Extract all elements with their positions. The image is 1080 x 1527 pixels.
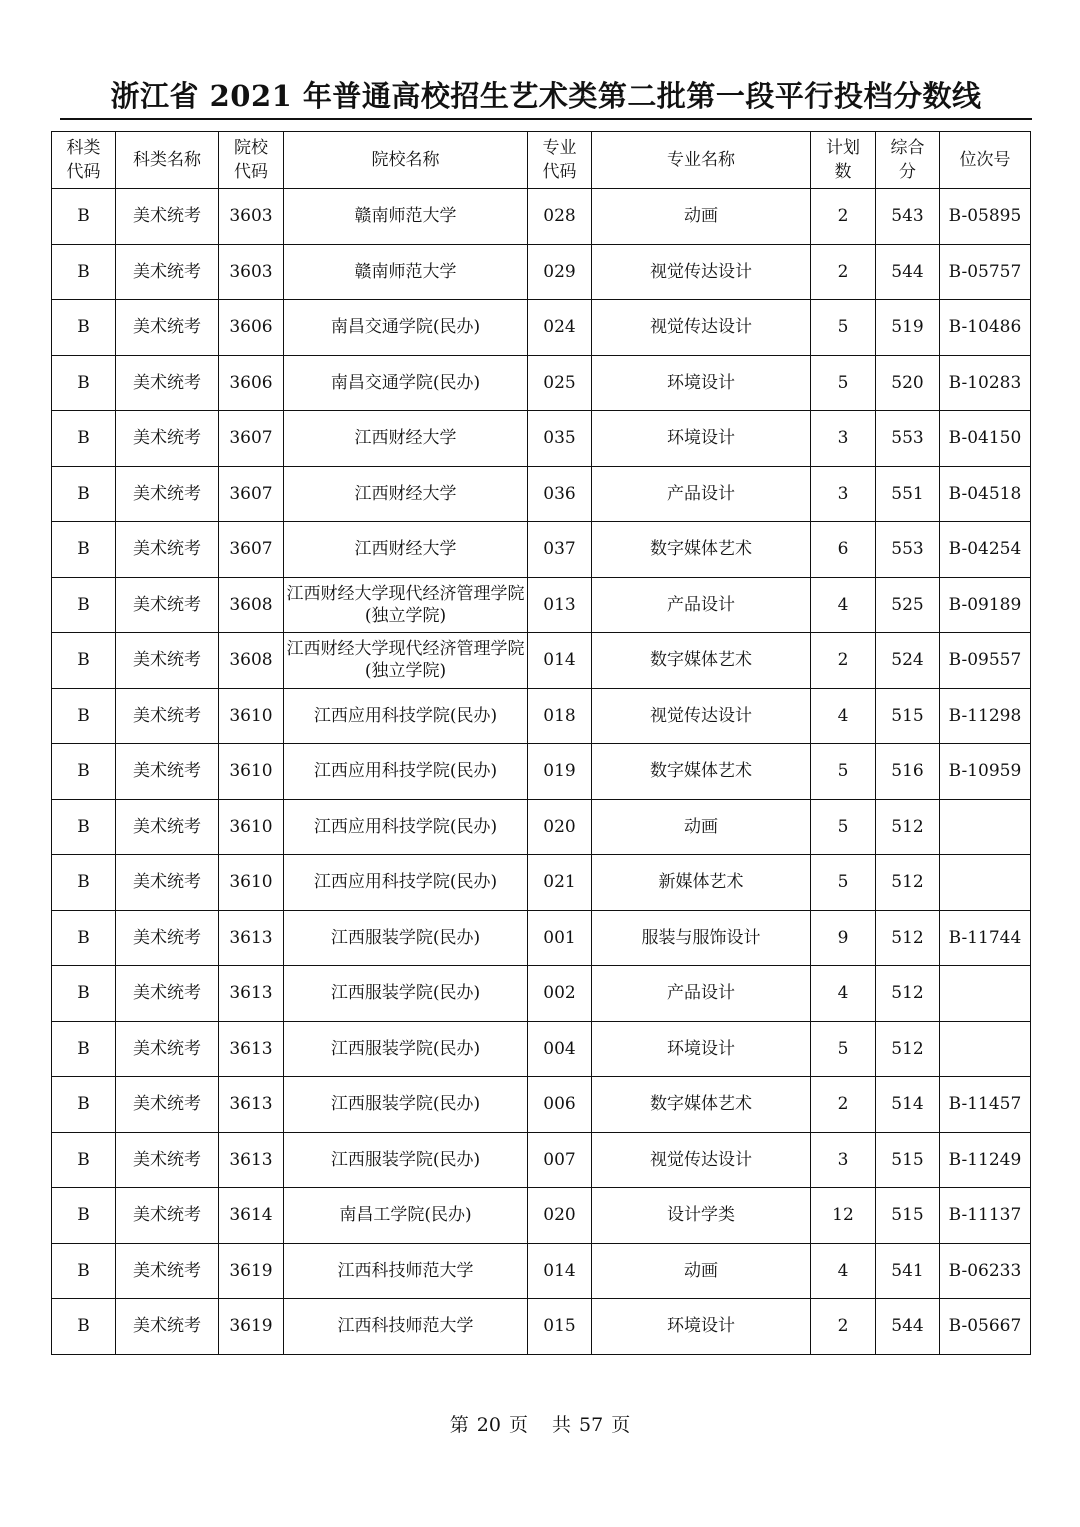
school-code-cell: 3606 bbox=[219, 300, 284, 356]
table-row bbox=[52, 1188, 1031, 1244]
major-code-cell: 013 bbox=[528, 577, 592, 633]
category-name-cell: 美术统考 bbox=[116, 522, 219, 578]
category-name-cell: 美术统考 bbox=[116, 1021, 219, 1077]
school-name-cell: 江西财经大学现代经济管理学院(独立学院) bbox=[284, 633, 528, 689]
school-code-cell: 3619 bbox=[219, 1243, 284, 1299]
table-row bbox=[52, 411, 1031, 467]
header-label: 位次号 bbox=[959, 150, 1011, 170]
category-name-cell: 美术统考 bbox=[116, 688, 219, 744]
major-name-cell: 数字媒体艺术 bbox=[592, 633, 811, 689]
school-code-cell: 3613 bbox=[219, 1021, 284, 1077]
rank-cell: B-11137 bbox=[940, 1188, 1031, 1244]
header-label: 专业 代码 bbox=[542, 138, 577, 182]
category-name-cell: 美术统考 bbox=[116, 300, 219, 356]
category-name-cell: 美术统考 bbox=[116, 355, 219, 411]
school-code-cell: 3606 bbox=[219, 355, 284, 411]
major-name-cell: 环境设计 bbox=[592, 411, 811, 467]
school-code-cell: 3613 bbox=[219, 910, 284, 966]
school-name-cell: 江西财经大学 bbox=[284, 522, 528, 578]
table-row bbox=[52, 300, 1031, 356]
score-cell: 512 bbox=[876, 1021, 940, 1077]
page-title: 浙江省 2021 年普通高校招生艺术类第二批第一段平行投档分数线 bbox=[60, 74, 1032, 120]
category-name-cell: 美术统考 bbox=[116, 189, 219, 245]
plan-count-cell: 12 bbox=[811, 1188, 876, 1244]
school-code-cell: 3619 bbox=[219, 1299, 284, 1355]
plan-count-cell: 4 bbox=[811, 577, 876, 633]
category-name-cell: 美术统考 bbox=[116, 1077, 219, 1133]
table-row bbox=[52, 1243, 1031, 1299]
score-cell: 553 bbox=[876, 411, 940, 467]
score-cell: 525 bbox=[876, 577, 940, 633]
school-code-cell: 3607 bbox=[219, 466, 284, 522]
major-name-cell: 视觉传达设计 bbox=[592, 688, 811, 744]
category-name-cell: 美术统考 bbox=[116, 910, 219, 966]
table-row bbox=[52, 244, 1031, 300]
header-label: 科类名称 bbox=[133, 150, 201, 170]
category-code-cell: B bbox=[52, 910, 116, 966]
major-name-cell: 设计学类 bbox=[592, 1188, 811, 1244]
plan-count-cell: 5 bbox=[811, 799, 876, 855]
page-total: 共 57 页 bbox=[552, 1414, 631, 1436]
score-cell: 512 bbox=[876, 966, 940, 1022]
major-code-cell: 028 bbox=[528, 189, 592, 245]
category-code-cell: B bbox=[52, 1243, 116, 1299]
score-cell: 514 bbox=[876, 1077, 940, 1133]
header-school-name bbox=[284, 132, 528, 189]
major-code-cell: 037 bbox=[528, 522, 592, 578]
major-code-cell: 015 bbox=[528, 1299, 592, 1355]
school-name-cell: 南昌交通学院(民办) bbox=[284, 300, 528, 356]
school-code-cell: 3608 bbox=[219, 633, 284, 689]
table-row bbox=[52, 966, 1031, 1022]
school-code-cell: 3614 bbox=[219, 1188, 284, 1244]
rank-cell: B-06233 bbox=[940, 1243, 1031, 1299]
category-name-cell: 美术统考 bbox=[116, 855, 219, 911]
score-cell: 544 bbox=[876, 1299, 940, 1355]
major-name-cell: 产品设计 bbox=[592, 577, 811, 633]
score-cell: 551 bbox=[876, 466, 940, 522]
header-plan-count bbox=[811, 132, 876, 189]
major-code-cell: 025 bbox=[528, 355, 592, 411]
school-code-cell: 3607 bbox=[219, 522, 284, 578]
school-code-cell: 3610 bbox=[219, 744, 284, 800]
category-code-cell: B bbox=[52, 1299, 116, 1355]
table-row bbox=[52, 355, 1031, 411]
major-name-cell: 产品设计 bbox=[592, 466, 811, 522]
major-code-cell: 019 bbox=[528, 744, 592, 800]
category-code-cell: B bbox=[52, 1077, 116, 1133]
rank-cell: B-05757 bbox=[940, 244, 1031, 300]
category-name-cell: 美术统考 bbox=[116, 466, 219, 522]
major-code-cell: 006 bbox=[528, 1077, 592, 1133]
category-code-cell: B bbox=[52, 355, 116, 411]
school-name-cell: 江西服装学院(民办) bbox=[284, 966, 528, 1022]
table-row bbox=[52, 1021, 1031, 1077]
major-code-cell: 002 bbox=[528, 966, 592, 1022]
rank-cell: B-11457 bbox=[940, 1077, 1031, 1133]
category-code-cell: B bbox=[52, 244, 116, 300]
school-name-cell: 江西应用科技学院(民办) bbox=[284, 688, 528, 744]
rank-cell: B-04150 bbox=[940, 411, 1031, 467]
plan-count-cell: 5 bbox=[811, 855, 876, 911]
score-cell: 515 bbox=[876, 1132, 940, 1188]
plan-count-cell: 3 bbox=[811, 466, 876, 522]
major-code-cell: 021 bbox=[528, 855, 592, 911]
rank-cell: B-09557 bbox=[940, 633, 1031, 689]
plan-count-cell: 2 bbox=[811, 633, 876, 689]
table-row bbox=[52, 799, 1031, 855]
table-row bbox=[52, 522, 1031, 578]
plan-count-cell: 4 bbox=[811, 1243, 876, 1299]
score-cell: 544 bbox=[876, 244, 940, 300]
major-name-cell: 新媒体艺术 bbox=[592, 855, 811, 911]
category-code-cell: B bbox=[52, 300, 116, 356]
plan-count-cell: 5 bbox=[811, 300, 876, 356]
score-cell: 524 bbox=[876, 633, 940, 689]
school-name-cell: 江西服装学院(民办) bbox=[284, 1132, 528, 1188]
school-code-cell: 3610 bbox=[219, 855, 284, 911]
major-name-cell: 数字媒体艺术 bbox=[592, 522, 811, 578]
table-body bbox=[52, 189, 1031, 1355]
score-cell: 541 bbox=[876, 1243, 940, 1299]
admission-score-table bbox=[51, 131, 1031, 1355]
major-name-cell: 动画 bbox=[592, 799, 811, 855]
score-cell: 520 bbox=[876, 355, 940, 411]
major-code-cell: 018 bbox=[528, 688, 592, 744]
plan-count-cell: 2 bbox=[811, 1299, 876, 1355]
category-code-cell: B bbox=[52, 688, 116, 744]
school-code-cell: 3610 bbox=[219, 688, 284, 744]
plan-count-cell: 4 bbox=[811, 966, 876, 1022]
table-row bbox=[52, 1132, 1031, 1188]
major-name-cell: 视觉传达设计 bbox=[592, 300, 811, 356]
page-number: 第 20 页 bbox=[449, 1414, 528, 1436]
category-code-cell: B bbox=[52, 1021, 116, 1077]
category-name-cell: 美术统考 bbox=[116, 633, 219, 689]
rank-cell bbox=[940, 799, 1031, 855]
rank-cell bbox=[940, 855, 1031, 911]
major-code-cell: 004 bbox=[528, 1021, 592, 1077]
major-name-cell: 数字媒体艺术 bbox=[592, 744, 811, 800]
header-label: 院校名称 bbox=[371, 150, 440, 170]
school-name-cell: 江西应用科技学院(民办) bbox=[284, 799, 528, 855]
school-name-cell: 江西财经大学现代经济管理学院(独立学院) bbox=[284, 577, 528, 633]
score-cell: 515 bbox=[876, 688, 940, 744]
major-name-cell: 视觉传达设计 bbox=[592, 244, 811, 300]
school-name-cell: 江西财经大学 bbox=[284, 466, 528, 522]
category-name-cell: 美术统考 bbox=[116, 244, 219, 300]
plan-count-cell: 3 bbox=[811, 411, 876, 467]
header-label: 院校 代码 bbox=[234, 138, 268, 182]
school-code-cell: 3607 bbox=[219, 411, 284, 467]
category-name-cell: 美术统考 bbox=[116, 1132, 219, 1188]
plan-count-cell: 2 bbox=[811, 189, 876, 245]
major-code-cell: 014 bbox=[528, 633, 592, 689]
category-code-cell: B bbox=[52, 411, 116, 467]
school-code-cell: 3613 bbox=[219, 1077, 284, 1133]
major-name-cell: 动画 bbox=[592, 1243, 811, 1299]
school-code-cell: 3608 bbox=[219, 577, 284, 633]
table-row bbox=[52, 1299, 1031, 1355]
score-cell: 512 bbox=[876, 910, 940, 966]
category-code-cell: B bbox=[52, 466, 116, 522]
school-code-cell: 3613 bbox=[219, 1132, 284, 1188]
table-row bbox=[52, 744, 1031, 800]
school-name-cell: 江西应用科技学院(民办) bbox=[284, 855, 528, 911]
major-name-cell: 服装与服饰设计 bbox=[592, 910, 811, 966]
school-code-cell: 3603 bbox=[219, 244, 284, 300]
school-name-cell: 赣南师范大学 bbox=[284, 189, 528, 245]
category-code-cell: B bbox=[52, 577, 116, 633]
header-score bbox=[876, 132, 940, 189]
score-cell: 553 bbox=[876, 522, 940, 578]
major-name-cell: 数字媒体艺术 bbox=[592, 1077, 811, 1133]
major-code-cell: 036 bbox=[528, 466, 592, 522]
major-code-cell: 014 bbox=[528, 1243, 592, 1299]
category-code-cell: B bbox=[52, 522, 116, 578]
page-footer bbox=[0, 1410, 1080, 1437]
rank-cell: B-09189 bbox=[940, 577, 1031, 633]
plan-count-cell: 3 bbox=[811, 1132, 876, 1188]
major-name-cell: 视觉传达设计 bbox=[592, 1132, 811, 1188]
table-row bbox=[52, 466, 1031, 522]
table-row bbox=[52, 1077, 1031, 1133]
major-code-cell: 035 bbox=[528, 411, 592, 467]
school-name-cell: 江西科技师范大学 bbox=[284, 1299, 528, 1355]
major-code-cell: 020 bbox=[528, 1188, 592, 1244]
major-name-cell: 环境设计 bbox=[592, 1299, 811, 1355]
header-label: 科类 代码 bbox=[66, 138, 101, 182]
plan-count-cell: 5 bbox=[811, 744, 876, 800]
rank-cell: B-05667 bbox=[940, 1299, 1031, 1355]
header-category-code bbox=[52, 132, 116, 189]
school-name-cell: 江西财经大学 bbox=[284, 411, 528, 467]
header-rank bbox=[940, 132, 1031, 189]
school-name-cell: 赣南师范大学 bbox=[284, 244, 528, 300]
school-name-cell: 南昌工学院(民办) bbox=[284, 1188, 528, 1244]
category-name-cell: 美术统考 bbox=[116, 744, 219, 800]
category-name-cell: 美术统考 bbox=[116, 966, 219, 1022]
plan-count-cell: 9 bbox=[811, 910, 876, 966]
school-code-cell: 3603 bbox=[219, 189, 284, 245]
header-school-code bbox=[219, 132, 284, 189]
school-name-cell: 江西应用科技学院(民办) bbox=[284, 744, 528, 800]
header-label: 计划 数 bbox=[826, 138, 860, 182]
category-name-cell: 美术统考 bbox=[116, 1299, 219, 1355]
score-cell: 512 bbox=[876, 855, 940, 911]
rank-cell bbox=[940, 1021, 1031, 1077]
rank-cell: B-11298 bbox=[940, 688, 1031, 744]
rank-cell: B-11744 bbox=[940, 910, 1031, 966]
category-name-cell: 美术统考 bbox=[116, 577, 219, 633]
plan-count-cell: 4 bbox=[811, 688, 876, 744]
category-name-cell: 美术统考 bbox=[116, 411, 219, 467]
category-code-cell: B bbox=[52, 855, 116, 911]
school-name-cell: 江西服装学院(民办) bbox=[284, 1021, 528, 1077]
rank-cell: B-11249 bbox=[940, 1132, 1031, 1188]
score-cell: 516 bbox=[876, 744, 940, 800]
table-row bbox=[52, 577, 1031, 633]
major-code-cell: 024 bbox=[528, 300, 592, 356]
major-name-cell: 产品设计 bbox=[592, 966, 811, 1022]
header-category-name bbox=[116, 132, 219, 189]
table-row bbox=[52, 910, 1031, 966]
category-code-cell: B bbox=[52, 1188, 116, 1244]
score-cell: 512 bbox=[876, 799, 940, 855]
header-label: 专业名称 bbox=[667, 150, 735, 170]
table-row bbox=[52, 855, 1031, 911]
table-row bbox=[52, 189, 1031, 245]
category-name-cell: 美术统考 bbox=[116, 799, 219, 855]
rank-cell: B-10486 bbox=[940, 300, 1031, 356]
header-label: 综合 分 bbox=[890, 138, 925, 182]
rank-cell: B-10959 bbox=[940, 744, 1031, 800]
major-code-cell: 020 bbox=[528, 799, 592, 855]
rank-cell: B-10283 bbox=[940, 355, 1031, 411]
header-major-name bbox=[592, 132, 811, 189]
plan-count-cell: 2 bbox=[811, 244, 876, 300]
table-header-row bbox=[52, 132, 1031, 189]
rank-cell: B-05895 bbox=[940, 189, 1031, 245]
major-name-cell: 环境设计 bbox=[592, 1021, 811, 1077]
major-code-cell: 001 bbox=[528, 910, 592, 966]
table-row bbox=[52, 688, 1031, 744]
category-code-cell: B bbox=[52, 633, 116, 689]
school-name-cell: 南昌交通学院(民办) bbox=[284, 355, 528, 411]
score-cell: 515 bbox=[876, 1188, 940, 1244]
category-code-cell: B bbox=[52, 744, 116, 800]
plan-count-cell: 5 bbox=[811, 1021, 876, 1077]
plan-count-cell: 5 bbox=[811, 355, 876, 411]
table-row bbox=[52, 633, 1031, 689]
major-code-cell: 007 bbox=[528, 1132, 592, 1188]
school-name-cell: 江西科技师范大学 bbox=[284, 1243, 528, 1299]
score-cell: 519 bbox=[876, 300, 940, 356]
school-code-cell: 3610 bbox=[219, 799, 284, 855]
category-code-cell: B bbox=[52, 966, 116, 1022]
major-code-cell: 029 bbox=[528, 244, 592, 300]
rank-cell bbox=[940, 966, 1031, 1022]
category-code-cell: B bbox=[52, 799, 116, 855]
major-name-cell: 动画 bbox=[592, 189, 811, 245]
major-name-cell: 环境设计 bbox=[592, 355, 811, 411]
category-name-cell: 美术统考 bbox=[116, 1243, 219, 1299]
rank-cell: B-04254 bbox=[940, 522, 1031, 578]
score-cell: 543 bbox=[876, 189, 940, 245]
school-name-cell: 江西服装学院(民办) bbox=[284, 910, 528, 966]
rank-cell: B-04518 bbox=[940, 466, 1031, 522]
plan-count-cell: 2 bbox=[811, 1077, 876, 1133]
school-name-cell: 江西服装学院(民办) bbox=[284, 1077, 528, 1133]
category-name-cell: 美术统考 bbox=[116, 1188, 219, 1244]
category-code-cell: B bbox=[52, 1132, 116, 1188]
school-code-cell: 3613 bbox=[219, 966, 284, 1022]
plan-count-cell: 6 bbox=[811, 522, 876, 578]
category-code-cell: B bbox=[52, 189, 116, 245]
header-major-code bbox=[528, 132, 592, 189]
